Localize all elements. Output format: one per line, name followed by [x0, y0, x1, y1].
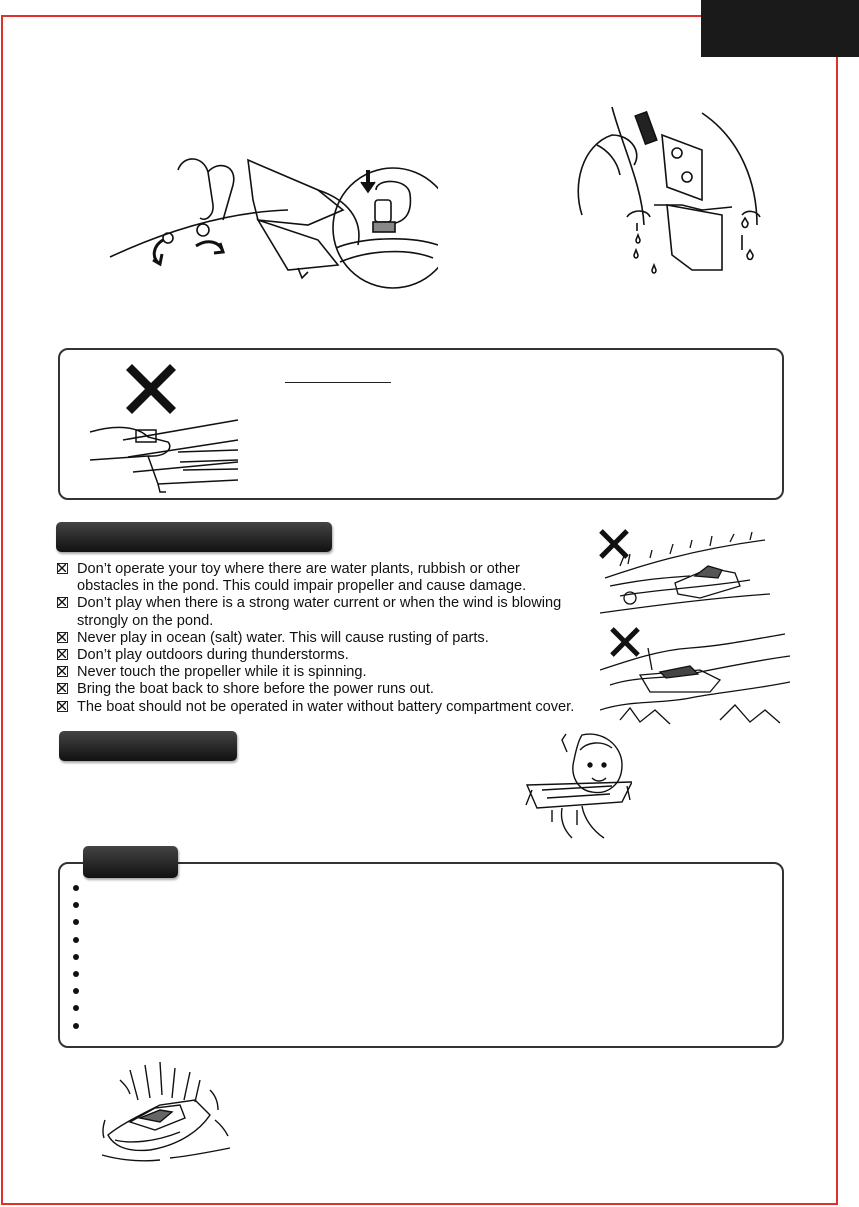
water-drain-illustration	[572, 105, 787, 285]
warning-text: Never touch the propeller while it is spinning.	[77, 664, 367, 681]
water-plants-illustration	[600, 528, 770, 618]
notes-header-tab	[83, 846, 178, 878]
warning-text: Don’t play outdoors during thunderstorms.	[77, 647, 349, 664]
warning-text: The boat should not be operated in water without battery compartment cover.	[77, 698, 575, 715]
section-header-pill	[56, 522, 332, 552]
checkbox-x-icon	[57, 632, 68, 643]
list-item	[57, 647, 597, 664]
battery-handling-illustration	[88, 412, 240, 494]
notes-box	[58, 862, 784, 1048]
drain-plug-illustration	[108, 150, 438, 295]
list-item	[57, 595, 597, 629]
checkbox-x-icon	[57, 666, 68, 677]
warning-text: Never play in ocean (salt) water. This will cause rusting of parts.	[77, 629, 489, 646]
checkbox-x-icon	[57, 563, 68, 574]
list-item	[57, 681, 597, 698]
child-holding-boat-illustration	[522, 730, 632, 848]
bullet-icon	[73, 954, 79, 960]
warning-text: Don’t operate your toy where there are water plants, rubbish or other	[77, 561, 520, 577]
warning-text: Don’t play when there is a strong water current or when the wind is blowing	[77, 595, 562, 612]
list-item	[57, 699, 597, 716]
checkbox-x-icon	[57, 597, 68, 608]
page-corner-tab	[701, 0, 859, 57]
checkbox-x-icon	[57, 683, 68, 694]
list-item	[57, 664, 597, 681]
strong-current-illustration	[600, 630, 790, 725]
bullet-icon	[73, 971, 79, 977]
checkbox-x-icon	[57, 649, 68, 660]
warning-text: Bring the boat back to shore before the power runs out.	[77, 681, 434, 698]
warning-list	[57, 561, 597, 716]
bullet-icon	[73, 1023, 79, 1029]
warning-text: obstacles in the pond. This could impair propeller and cause damage.	[77, 578, 527, 595]
bullet-icon	[73, 885, 79, 891]
warning-underline	[285, 382, 391, 383]
list-item	[57, 630, 597, 647]
checkbox-x-icon	[57, 701, 68, 712]
boat-splash-illustration	[100, 1060, 235, 1165]
section-header-pill	[59, 731, 237, 761]
x-mark-icon	[124, 362, 178, 416]
bullet-icon	[73, 937, 79, 943]
warning-text: strongly on the pond.	[77, 612, 214, 629]
list-item	[57, 561, 597, 595]
